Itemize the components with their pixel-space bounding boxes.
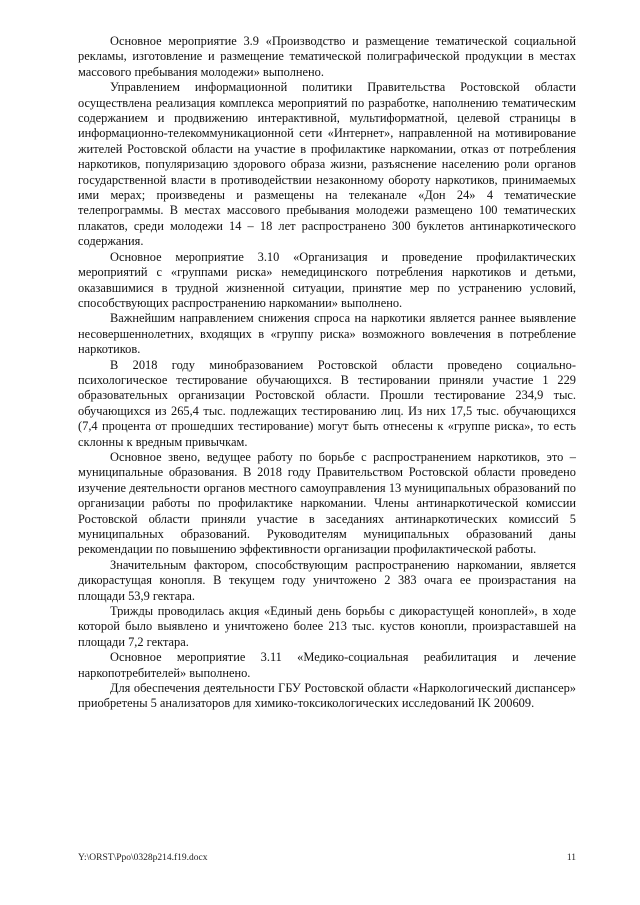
paragraph-municipalities: Основное звено, ведущее работу по борьбе с распространением наркотиков, это – муниципальные образования. В 2018 году Правительством Ростовской области проведено изучение деятельности органов местного самоуправления 13 муниципальных образований по организации работы по профилактике наркомании. Члены антинаркотической комиссии Ростовской области приняли участие в заседаниях антинаркотических комиссий 5 муниципальных образований. Руководителям муниципальных образований даны рекомендации по повышению эффективности организации профилактической работы. xyxy=(78,449,576,557)
document-body xyxy=(78,34,576,712)
paragraph-3-9: Основное мероприятие 3.9 «Производство и размещение тематической социальной рекламы, изготовление и размещение тематической полиграфической продукции в местах массового пребывания молодежи» выполнено. xyxy=(78,34,576,79)
paragraph-early-detection: Важнейшим направлением снижения спроса на наркотики является раннее выявление несовершеннолетних, входящих в «группу риска» возможного вовлечения в потребление наркотиков. xyxy=(78,311,576,357)
page-number: 11 xyxy=(566,853,576,863)
paragraph-wild-cannabis: Значительным фактором, способствующим распространению наркомании, является дикорастущая конопля. В текущем году уничтожено 2 383 очага ее произрастания на площади 53,9 гектара. xyxy=(78,557,576,603)
paragraph-testing-2018: В 2018 году минобразованием Ростовской области проведено социально-психологическое тестирование обучающихся. В тестировании приняли участие 1 229 образовательных организации Ростовской области. Прошли тестирование 234,9 тыс. обучающихся из 265,4 тыс. подлежащих тестированию лиц. Из них 17,5 тыс. обучающихся (7,4 процента от прошедших тестирование) могут быть отнесены к «группе риска», то есть склонны к вредным привычкам. xyxy=(78,357,576,449)
paragraph-dispensary: Для обеспечения деятельности ГБУ Ростовской области «Наркологический диспансер» приобретены 5 анализаторов для химико-токсикологических исследований IK 200609. xyxy=(78,681,576,711)
paragraph-info-policy: Управлением информационной политики Правительства Ростовской области осуществлена реализация комплекса мероприятий по разработке, наполнению тематическим содержанием и продвижению интерактивной, мультиформатной, целевой страницы в информационно-телекоммуникационной сети «Интернет», направленной на мотивирование жителей Ростовской области на участие в профилактике наркомании, отказ от потребления наркотиков, популяризацию здорового образа жизни, разъяснение населению роли органов государственной власти в противодействии незаконному обороту наркотиков, принимаемых ими мерах; произведены и размещены на телеканале «Дон 24» 4 тематические телепрограммы. В местах массового пребывания молодежи размещено 100 тематических плакатов, среди молодежи 14 – 18 лет распространено 300 буклетов антинаркотического содержания. xyxy=(78,80,576,249)
file-path: Y:\ORST\Ppo\0328p214.f19.docx xyxy=(78,853,208,863)
paragraph-3-10: Основное мероприятие 3.10 «Организация и проведение профилактических мероприятий с «группами риска» немедицинского потребления наркотиков и детьми, оказавшимися в трудной жизненной ситуации, принятие мер по устранению условий, способствующих распространению наркомании» выполнено. xyxy=(78,249,576,310)
paragraph-3-11: Основное мероприятие 3.11 «Медико-социальная реабилитация и лечение наркопотребителей» выполнено. xyxy=(78,650,576,680)
paragraph-campaign: Трижды проводилась акция «Единый день борьбы с дикорастущей коноплей», в ходе которой было выявлено и уничтожено более 213 тыс. кустов конопли, произраставшей на площади 7,2 гектара. xyxy=(78,604,576,649)
